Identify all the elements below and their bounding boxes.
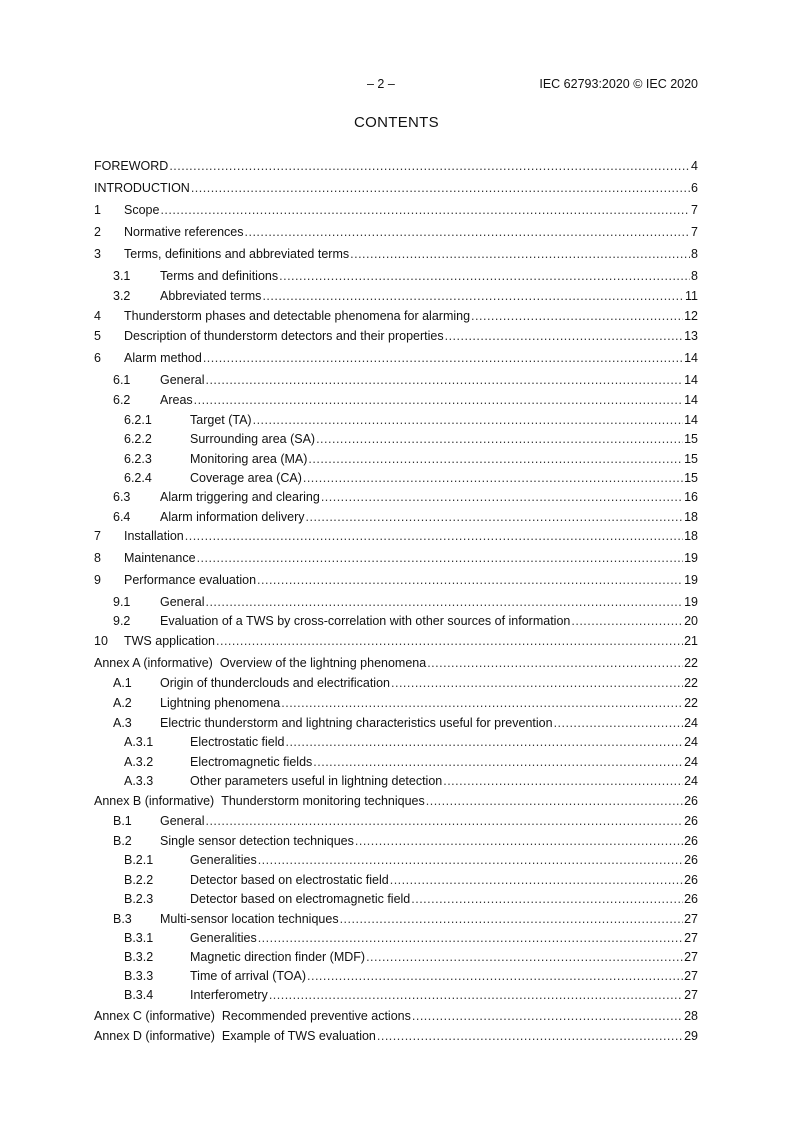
toc-entry[interactable]	[94, 929, 698, 947]
toc-entry-title: FOREWORD	[94, 159, 169, 173]
toc-entry[interactable]	[94, 967, 698, 985]
toc-entry-title: Coverage area (CA)	[190, 471, 302, 485]
toc-entry-number: A.1	[113, 676, 132, 690]
toc-entry-number: 8	[94, 551, 101, 565]
toc-entry-page: 4	[691, 159, 698, 173]
toc-entry[interactable]	[94, 832, 698, 850]
toc-entry-number: A.3.3	[124, 774, 154, 788]
toc-entry[interactable]	[94, 714, 698, 732]
toc-entry-page: 27	[684, 931, 698, 945]
toc-entry-title: Detector based on electromagnetic field	[190, 892, 411, 906]
toc-leader-dots	[350, 245, 690, 263]
toc-leader-dots	[313, 753, 683, 771]
toc-entry[interactable]	[94, 792, 698, 810]
toc-entry-title: Thunderstorm phases and detectable phenomena for alarming	[124, 309, 471, 323]
toc-entry[interactable]	[94, 157, 698, 175]
toc-entry-number: 3.1	[113, 269, 131, 283]
toc-entry-page: 21	[684, 634, 698, 648]
toc-leader-dots	[340, 910, 684, 928]
toc-entry-page: 18	[684, 529, 698, 543]
toc-entry-number: A.2	[113, 696, 132, 710]
toc-entry-page: 24	[684, 755, 698, 769]
toc-entry-title: Maintenance	[124, 551, 196, 565]
toc-entry[interactable]	[94, 986, 698, 1004]
toc-leader-dots	[191, 179, 690, 197]
toc-entry[interactable]	[94, 871, 698, 889]
toc-entry-page: 19	[684, 595, 698, 609]
toc-entry[interactable]	[94, 851, 698, 869]
document-id: IEC 62793:2020 © IEC 2020	[539, 77, 698, 91]
toc-entry[interactable]	[94, 245, 698, 263]
toc-entry[interactable]	[94, 733, 698, 751]
toc-entry-page: 6	[691, 181, 698, 195]
toc-entry-number: 3.2	[113, 289, 131, 303]
toc-entry-title: Recommended preventive actions	[221, 1009, 411, 1023]
toc-leader-dots	[412, 1007, 683, 1025]
toc-entry-page: 7	[691, 225, 698, 239]
toc-leader-dots	[285, 733, 683, 751]
toc-entry[interactable]	[94, 371, 698, 389]
toc-entry-page: 11	[685, 289, 698, 303]
toc-entry-title: Scope	[124, 203, 160, 217]
toc-entry-number: B.1	[113, 814, 132, 828]
toc-entry-page: 19	[684, 551, 698, 565]
toc-leader-dots	[262, 287, 684, 305]
toc-entry-number: 6.2.1	[124, 413, 152, 427]
toc-entry[interactable]	[94, 391, 698, 409]
toc-entry[interactable]	[94, 267, 698, 285]
toc-entry[interactable]	[94, 327, 698, 345]
toc-entry-number: B.2.1	[124, 853, 154, 867]
toc-leader-dots	[308, 450, 683, 468]
toc-entry-page: 13	[684, 329, 698, 343]
toc-entry-title: Overview of the lightning phenomena	[219, 656, 427, 670]
toc-entry-title: INTRODUCTION	[94, 181, 190, 195]
toc-leader-dots	[366, 948, 683, 966]
toc-entry-page: 26	[684, 814, 698, 828]
toc-entry[interactable]	[94, 593, 698, 611]
toc-entry-number: A.3	[113, 716, 132, 730]
toc-entry[interactable]	[94, 411, 698, 429]
toc-entry[interactable]	[94, 549, 698, 567]
toc-entry-title: Single sensor detection techniques	[160, 834, 354, 848]
toc-entry-page: 22	[684, 676, 698, 690]
toc-entry-number: B.3.4	[124, 988, 154, 1002]
toc-entry-number: 9	[94, 573, 101, 587]
toc-entry-page: 27	[684, 988, 698, 1002]
toc-entry-number: B.3.3	[124, 969, 154, 983]
toc-entry-number: 5	[94, 329, 101, 343]
toc-entry-number: B.2.3	[124, 892, 154, 906]
toc-entry-title: Installation	[124, 529, 184, 543]
toc-leader-dots	[197, 549, 684, 567]
toc-entry-number: 6.2.4	[124, 471, 152, 485]
toc-entry-number: 2	[94, 225, 101, 239]
toc-entry[interactable]	[94, 654, 698, 672]
toc-entry-page: 27	[684, 969, 698, 983]
toc-entry-page: 15	[684, 452, 698, 466]
toc-entry-number: 3	[94, 247, 101, 261]
toc-leader-dots	[216, 632, 683, 650]
toc-leader-dots	[306, 508, 684, 526]
toc-leader-dots	[303, 469, 683, 487]
toc-entry-number: 6.2.3	[124, 452, 152, 466]
toc-leader-dots	[160, 201, 690, 219]
toc-entry[interactable]	[94, 812, 698, 830]
toc-leader-dots	[391, 674, 683, 692]
toc-leader-dots	[281, 694, 683, 712]
toc-leader-dots	[258, 851, 683, 869]
toc-entry-page: 14	[684, 373, 698, 387]
toc-entry-page: 20	[684, 614, 698, 628]
toc-entry-page: 24	[684, 774, 698, 788]
toc-leader-dots	[377, 1027, 683, 1045]
toc-entry-page: 29	[684, 1029, 698, 1043]
toc-entry-title: Example of TWS evaluation	[221, 1029, 376, 1043]
toc-entry[interactable]	[94, 910, 698, 928]
toc-entry-title: Evaluation of a TWS by cross-correlation with other sources of information	[160, 614, 571, 628]
toc-entry-title: Electromagnetic fields	[190, 755, 313, 769]
toc-entry-number: B.3.2	[124, 950, 154, 964]
toc-entry-page: 16	[684, 490, 698, 504]
toc-entry-page: 24	[684, 716, 698, 730]
toc-entry-title: General	[160, 373, 205, 387]
toc-entry[interactable]	[94, 201, 698, 219]
toc-entry-title: Electrostatic field	[190, 735, 285, 749]
toc-entry-page: 26	[684, 892, 698, 906]
toc-entry-page: 26	[684, 873, 698, 887]
toc-entry-page: 26	[684, 794, 698, 808]
toc-entry-title: Lightning phenomena	[160, 696, 281, 710]
toc-entry[interactable]	[94, 469, 698, 487]
toc-entry-number: B.2.2	[124, 873, 154, 887]
toc-entry-title: Surrounding area (SA)	[190, 432, 316, 446]
toc-entry[interactable]	[94, 674, 698, 692]
toc-entry-title: General	[160, 814, 205, 828]
toc-entry[interactable]	[94, 1007, 698, 1025]
toc-entry-page: 12	[684, 309, 698, 323]
toc-entry[interactable]	[94, 349, 698, 367]
toc-entry[interactable]	[94, 287, 698, 305]
toc-entry-page: 28	[684, 1009, 698, 1023]
toc-entry-page: 19	[684, 573, 698, 587]
toc-leader-dots	[427, 654, 683, 672]
toc-entry-page: 15	[684, 471, 698, 485]
toc-entry-page: 22	[684, 696, 698, 710]
toc-entry-number: 9.1	[113, 595, 131, 609]
toc-entry-page: 8	[691, 269, 698, 283]
toc-entry-title: Origin of thunderclouds and electrification	[160, 676, 390, 690]
toc-leader-dots	[443, 772, 683, 790]
toc-entry-title: Alarm information delivery	[160, 510, 305, 524]
toc-entry-page: 18	[684, 510, 698, 524]
page-number: – 2 –	[367, 77, 395, 91]
toc-leader-dots	[253, 411, 684, 429]
toc-entry[interactable]	[94, 450, 698, 468]
toc-entry-title: TWS application	[124, 634, 216, 648]
toc-entry-title: Terms and definitions	[160, 269, 279, 283]
toc-entry-number: 6.4	[113, 510, 131, 524]
toc-entry-title: Magnetic direction finder (MDF)	[190, 950, 366, 964]
toc-entry-title: Generalities	[190, 931, 257, 945]
toc-entry-title: Alarm method	[124, 351, 202, 365]
toc-entry-title: Alarm triggering and clearing	[160, 490, 320, 504]
toc-entry[interactable]	[94, 948, 698, 966]
toc-entry-number: 1	[94, 203, 101, 217]
toc-leader-dots	[471, 307, 683, 325]
toc-entry-page: 26	[684, 834, 698, 848]
toc-entry-title: Performance evaluation	[124, 573, 257, 587]
toc-entry[interactable]	[94, 772, 698, 790]
toc-leader-dots	[307, 967, 683, 985]
toc-entry-page: 24	[684, 735, 698, 749]
toc-entry-number: B.3	[113, 912, 132, 926]
toc-leader-dots	[321, 488, 683, 506]
toc-entry-title: Description of thunderstorm detectors and their properties	[124, 329, 444, 343]
toc-leader-dots	[390, 871, 683, 889]
toc-entry-title: Terms, definitions and abbreviated terms	[124, 247, 350, 261]
toc-entry[interactable]	[94, 508, 698, 526]
toc-entry-number: 6.3	[113, 490, 131, 504]
toc-entry-title: Abbreviated terms	[160, 289, 262, 303]
toc-entry-title: Other parameters useful in lightning detection	[190, 774, 443, 788]
toc-entry-title: Time of arrival (TOA)	[190, 969, 306, 983]
toc-entry-page: 26	[684, 853, 698, 867]
toc-entry-number: 6.1	[113, 373, 131, 387]
toc-entry-title: Target (TA)	[190, 413, 252, 427]
page-title: CONTENTS	[354, 114, 439, 131]
toc-entry-page: 14	[684, 351, 698, 365]
toc-entry[interactable]	[94, 1027, 698, 1045]
toc-entry-title: Detector based on electrostatic field	[190, 873, 389, 887]
toc-entry-number: A.3.2	[124, 755, 154, 769]
toc-leader-dots	[245, 223, 691, 241]
toc-entry-number: 4	[94, 309, 101, 323]
toc-entry[interactable]	[94, 527, 698, 545]
toc-leader-dots	[205, 593, 683, 611]
toc-entry-title: Generalities	[190, 853, 257, 867]
toc-entry-page: 7	[691, 203, 698, 217]
toc-entry-number: 6.2	[113, 393, 131, 407]
toc-entry-title: Areas	[160, 393, 193, 407]
toc-entry-page: 14	[684, 413, 698, 427]
toc-entry-title: General	[160, 595, 205, 609]
toc-leader-dots	[445, 327, 683, 345]
toc-entry-title: Thunderstorm monitoring techniques	[221, 794, 425, 808]
toc-leader-dots	[554, 714, 684, 732]
toc-entry[interactable]	[94, 694, 698, 712]
toc-leader-dots	[194, 391, 683, 409]
toc-entry-number: Annex D (informative)	[94, 1029, 215, 1043]
toc-entry[interactable]	[94, 223, 698, 241]
toc-entry-page: 8	[691, 247, 698, 261]
toc-entry-page: 27	[684, 950, 698, 964]
toc-entry-number: 9.2	[113, 614, 131, 628]
toc-entry-page: 27	[684, 912, 698, 926]
toc-entry[interactable]	[94, 430, 698, 448]
toc-leader-dots	[269, 986, 683, 1004]
toc-leader-dots	[203, 349, 683, 367]
toc-entry-number: 6.2.2	[124, 432, 152, 446]
toc-leader-dots	[185, 527, 683, 545]
toc-entry[interactable]	[94, 488, 698, 506]
toc-entry-number: 6	[94, 351, 101, 365]
toc-leader-dots	[169, 157, 690, 175]
toc-entry[interactable]	[94, 307, 698, 325]
toc-entry-page: 22	[684, 656, 698, 670]
toc-leader-dots	[205, 371, 683, 389]
toc-entry-page: 14	[684, 393, 698, 407]
toc-entry[interactable]	[94, 612, 698, 630]
toc-entry[interactable]	[94, 179, 698, 197]
toc-leader-dots	[257, 571, 683, 589]
toc-leader-dots	[205, 812, 683, 830]
toc-entry-number: 10	[94, 634, 108, 648]
toc-entry[interactable]	[94, 632, 698, 650]
toc-entry[interactable]	[94, 571, 698, 589]
toc-leader-dots	[411, 890, 683, 908]
toc-entry-title: Multi-sensor location techniques	[160, 912, 339, 926]
toc-entry-number: B.3.1	[124, 931, 154, 945]
toc-entry-number: B.2	[113, 834, 132, 848]
toc-entry-number: A.3.1	[124, 735, 154, 749]
toc-entry-title: Monitoring area (MA)	[190, 452, 308, 466]
toc-leader-dots	[571, 612, 683, 630]
toc-leader-dots	[355, 832, 683, 850]
toc-leader-dots	[258, 929, 683, 947]
toc-entry[interactable]	[94, 753, 698, 771]
toc-leader-dots	[316, 430, 683, 448]
toc-entry-number: Annex A (informative)	[94, 656, 213, 670]
toc-entry-title: Electric thunderstorm and lightning characteristics useful for prevention	[160, 716, 553, 730]
toc-entry-number: Annex C (informative)	[94, 1009, 215, 1023]
toc-entry-title: Interferometry	[190, 988, 268, 1002]
toc-entry[interactable]	[94, 890, 698, 908]
toc-leader-dots	[426, 792, 683, 810]
toc-entry-number: 7	[94, 529, 101, 543]
toc-entry-page: 15	[684, 432, 698, 446]
toc-leader-dots	[279, 267, 690, 285]
toc-entry-title: Normative references	[124, 225, 244, 239]
toc-entry-number: Annex B (informative)	[94, 794, 215, 808]
